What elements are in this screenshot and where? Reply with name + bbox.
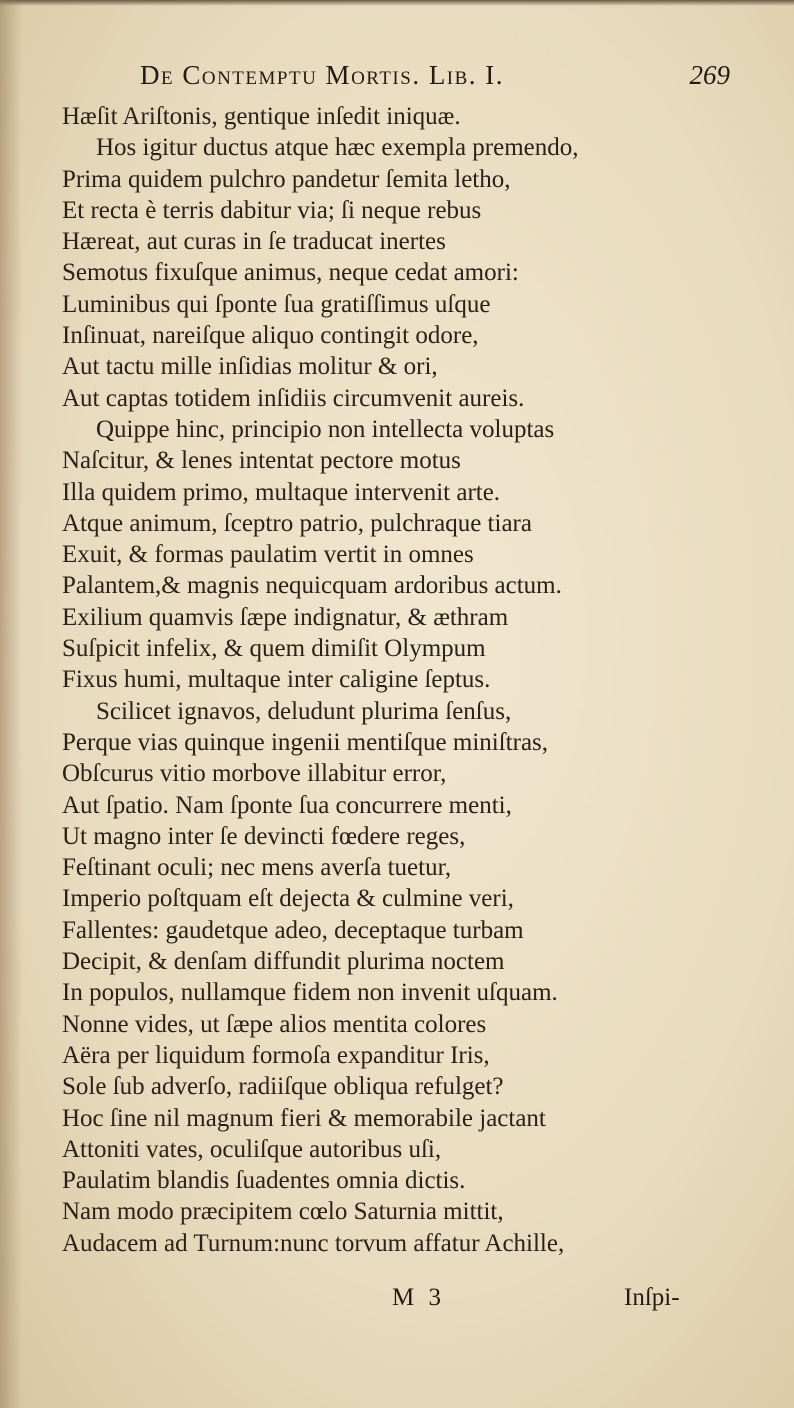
verse-line: Suſpicit infelix, & quem dimiſit Olympum xyxy=(62,635,486,663)
verse-line: Palantem,& magnis nequicquam ardoribus actum. xyxy=(62,572,562,600)
verse-line: Attoniti vates, oculiſque autoribus uſi, xyxy=(62,1135,442,1163)
verse-line: Hoc ſine nil magnum fieri & memorabile jactant xyxy=(62,1104,546,1132)
verse-line: Nonne vides, ut ſæpe alios mentita colores xyxy=(62,1010,487,1038)
verse-text xyxy=(62,101,762,1259)
verse-line: Illa quidem primo, multaque intervenit arte. xyxy=(62,478,501,506)
page-gutter-shadow xyxy=(0,0,22,1408)
verse-line: Et recta è terris dabitur via; ſi neque rebus xyxy=(62,196,482,224)
catchword: Inſpi- xyxy=(624,1284,680,1311)
verse-line: Hos igitur ductus atque hæc exempla premendo, xyxy=(96,134,579,162)
page-header xyxy=(140,60,730,100)
verse-line: Aut ſpatio. Nam ſponte ſua concurrere menti, xyxy=(62,791,512,819)
verse-line: Prima quidem pulchro pandetur ſemita letho, xyxy=(62,165,511,193)
verse-line: Inſinuat, nareiſque aliquo contingit odore, xyxy=(62,322,479,350)
verse-line: Scilicet ignavos, deludunt plurima ſenſus, xyxy=(96,697,512,725)
page-top-shadow xyxy=(0,0,794,6)
verse-line: Exilium quamvis ſæpe indignatur, & æthram xyxy=(62,603,509,631)
verse-line: Obſcurus vitio morbove illabitur error, xyxy=(62,760,447,788)
verse-line: In populos, nullamque fidem non invenit uſquam. xyxy=(62,979,558,1007)
verse-line: Quippe hinc, principio non intellecta voluptas xyxy=(96,415,555,443)
verse-line: Ut magno inter ſe devincti fœdere reges, xyxy=(62,822,466,850)
verse-line: Paulatim blandis ſuadentes omnia dictis. xyxy=(62,1167,466,1195)
verse-line: Imperio poſtquam eſt dejecta & culmine veri, xyxy=(62,885,514,913)
verse-line: Feſtinant oculi; nec mens averſa tuetur, xyxy=(62,854,452,882)
verse-line: Exuit, & formas paulatim vertit in omnes xyxy=(62,541,474,569)
verse-line: Decipit, & denſam diffundit plurima noctem xyxy=(62,948,505,976)
verse-line: Aëra per liquidum formoſa expanditur Iris, xyxy=(62,1041,490,1069)
verse-line: Fixus humi, multaque inter caligine ſeptus. xyxy=(62,666,491,694)
running-title: De Contemptu Mortis. Lib. I. xyxy=(140,60,505,90)
verse-line: Aut tactu mille inſidias molitur & ori, xyxy=(62,353,438,381)
verse-line: Nam modo præcipitem cœlo Saturnia mittit, xyxy=(62,1198,504,1226)
page-footer xyxy=(0,1284,794,1320)
verse-line: Aut captas totidem inſidiis circumvenit aureis. xyxy=(62,384,525,412)
page-number: 269 xyxy=(689,60,730,90)
verse-line: Hæreat, aut curas in ſe traducat inertes xyxy=(62,228,446,256)
verse-line: Perque vias quinque ingenii mentiſque miniſtras, xyxy=(62,728,549,756)
signature-mark: M 3 xyxy=(392,1284,445,1311)
verse-line: Audacem ad Turnum:nunc torvum affatur Achille, xyxy=(62,1229,565,1257)
verse-line: Hæſit Ariſtonis, gentique inſedit iniquæ. xyxy=(62,103,461,130)
verse-line: Luminibus qui ſponte ſua gratiſſimus uſque xyxy=(62,290,491,318)
verse-line: Fallentes: gaudetque adeo, deceptaque turbam xyxy=(62,916,524,944)
verse-line: Atque animum, ſceptro patrio, pulchraque tiara xyxy=(62,509,532,537)
verse-line: Semotus fixuſque animus, neque cedat amori: xyxy=(62,259,519,287)
verse-line: Naſcitur, & lenes intentat pectore motus xyxy=(62,447,461,475)
verse-line: Sole ſub adverſo, radiiſque obliqua refulget? xyxy=(62,1073,504,1101)
